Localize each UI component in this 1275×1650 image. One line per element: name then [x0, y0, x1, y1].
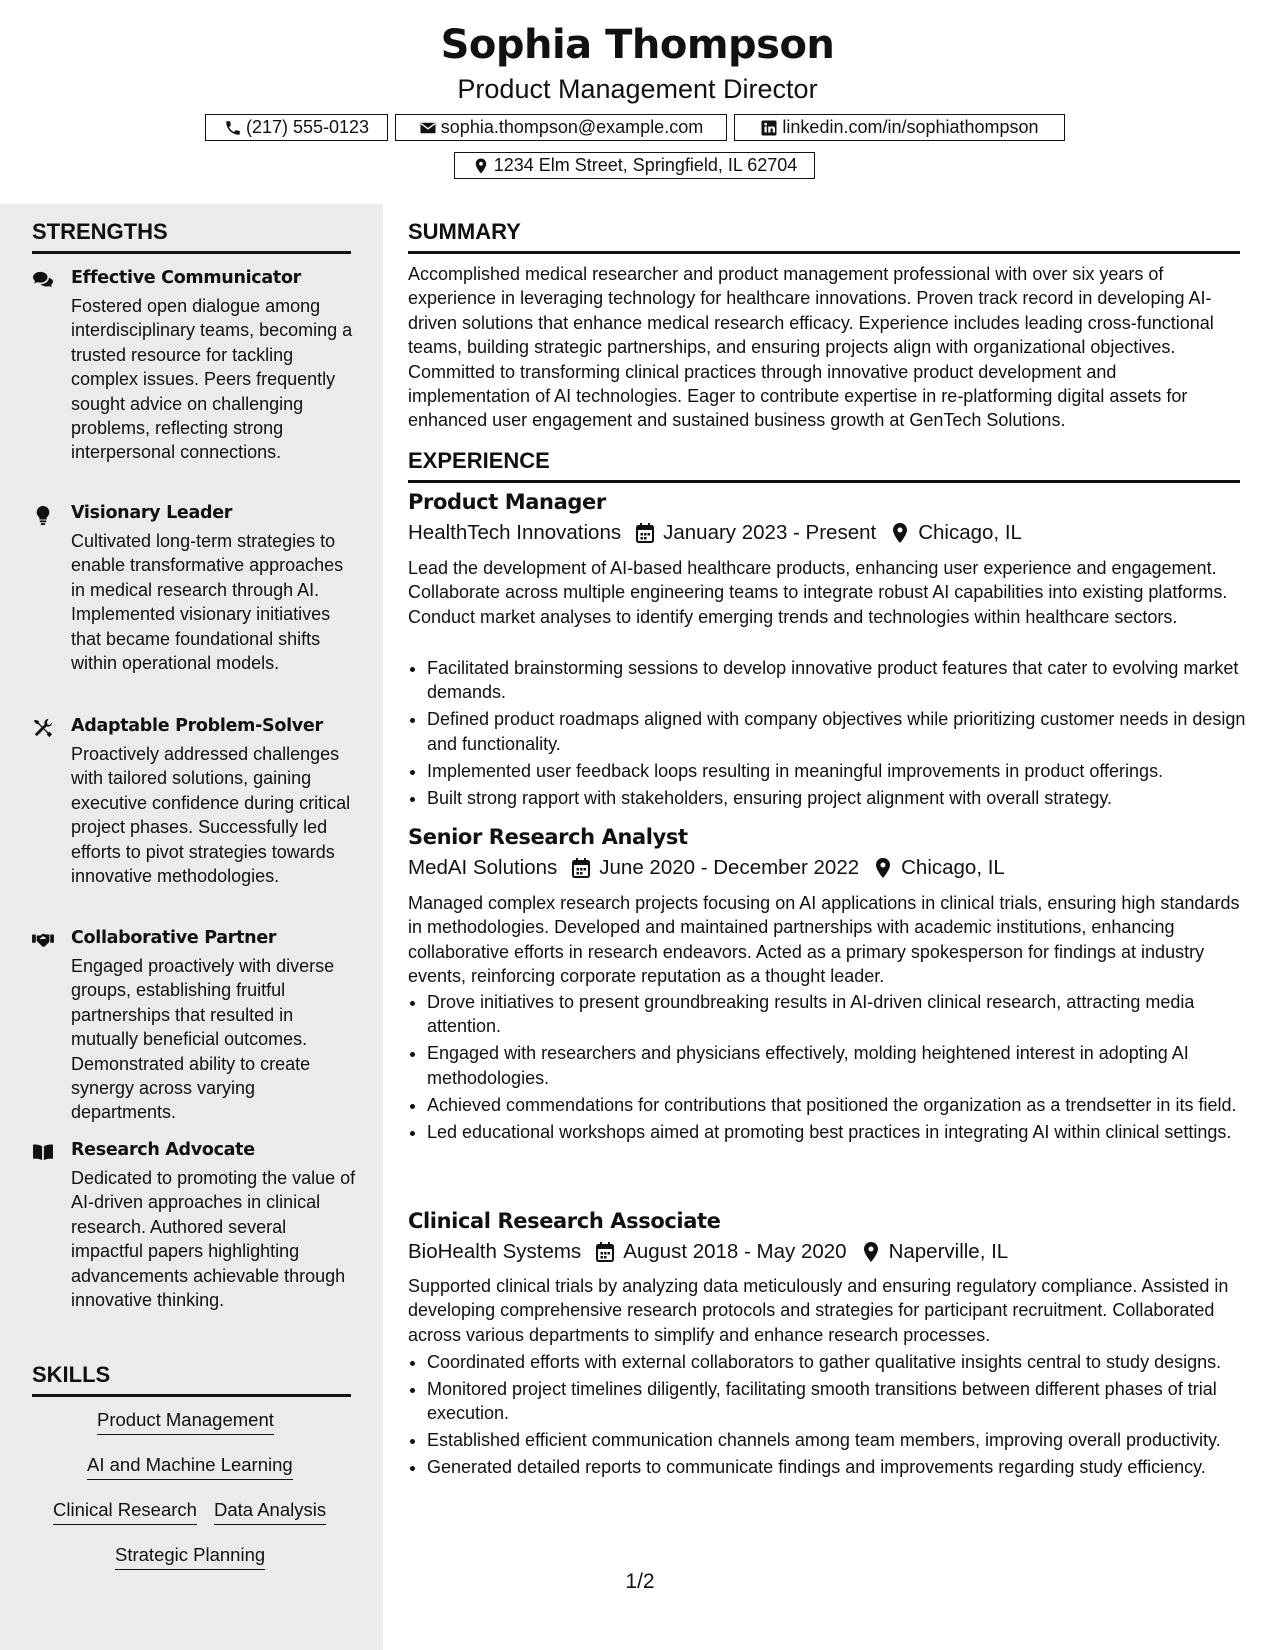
skills-heading: SKILLS [32, 1362, 351, 1397]
skill-tag: AI and Machine Learning [87, 1454, 293, 1480]
bullet-item: • Established efficient communication channels among team members, improving overall productivity. [427, 1428, 1259, 1452]
phone-contact[interactable] [205, 114, 388, 141]
job-meta [408, 856, 1005, 880]
job-dates: June 2020 - December 2022 [599, 856, 860, 879]
skill-tag: Clinical Research [53, 1499, 197, 1525]
bullet-item: • Built strong rapport with stakeholders, ensuring project alignment with overall strategy. [427, 786, 1259, 810]
job-bullets [408, 990, 1259, 1147]
bullet-item: • Generated detailed reports to communicate findings and improvements regarding study efficiency. [427, 1455, 1259, 1479]
job-location: Chicago, IL [918, 521, 1022, 544]
strength-item [32, 716, 352, 896]
handshake-icon [32, 930, 54, 950]
linkedin-text: linkedin.com/in/sophiathompson [782, 117, 1039, 137]
strength-description: Engaged proactively with diverse groups, establishing fruitful partnerships that resulted in mutually beneficial outcomes. Demonstrated ability to create synergy across varying departments. [71, 956, 335, 1123]
strength-description: Proactively addressed challenges with tailored solutions, gaining executive confidence during critical project phases. Successfully led efforts to pivot strategies towards innovative methodologies. [71, 744, 351, 887]
candidate-name: Sophia Thompson [440, 22, 835, 68]
job-title: Clinical Research Associate [408, 1209, 721, 1233]
linkedin-contact[interactable] [734, 114, 1065, 141]
job-meta [408, 521, 1022, 545]
job-description: Managed complex research projects focusing on AI applications in clinical trials, ensuring high standards in methodologies. Developed and maintained partnerships with academic institutions, enhancing collaborative efforts in research endeavors. Acted as a primary spokesperson for findings at industry events, reinforcing corporate reputation as a thought leader. [408, 893, 1240, 987]
envelope-icon [419, 119, 437, 137]
skill-tag: Strategic Planning [115, 1544, 265, 1570]
strength-title: Visionary Leader [71, 503, 233, 523]
bullet-item: • Achieved commendations for contributions that positioned the organization as a trendsetter in its field. [427, 1093, 1259, 1117]
strength-title: Collaborative Partner [71, 928, 277, 948]
email-contact[interactable] [395, 114, 727, 141]
tools-icon [32, 718, 54, 738]
bullet-item: • Defined product roadmaps aligned with company objectives while prioritizing customer needs in design and functionality. [427, 707, 1259, 756]
map-marker-icon [861, 1241, 881, 1263]
summary-text: Accomplished medical researcher and product management professional with over six years of experience in leveraging technology for healthcare innovations. Proven track record in developing AI-driven solutions that enhance medical research efficacy. Experience includes leading cross-functional teams, building strategic partnerships, and ensuring projects align with organizational objectives. Committed to transforming clinical practices through innovative product development and implementation of AI technologies. Eager to contribute expertise in re-platforming digital assets for enhanced user engagement and sustained business growth at GenTech Solutions. [408, 264, 1214, 431]
job-title: Product Manager [408, 490, 606, 514]
bullet-item: • Implemented user feedback loops resulting in meaningful improvements in product offerings. [427, 759, 1259, 783]
bullet-item: • Engaged with researchers and physicians effectively, molding heightened interest in adopting AI methodologies. [427, 1041, 1259, 1090]
calendar-icon [571, 857, 591, 879]
lightbulb-icon [32, 505, 54, 525]
job-dates: August 2018 - May 2020 [623, 1240, 847, 1263]
bullet-item: • Led educational workshops aimed at promoting best practices in integrating AI within clinical settings. [427, 1120, 1259, 1144]
job-dates: January 2023 - Present [663, 521, 877, 544]
email-text: sophia.thompson@example.com [440, 117, 704, 137]
job-title: Senior Research Analyst [408, 825, 688, 849]
summary-heading: SUMMARY [408, 219, 1240, 254]
strength-title: Effective Communicator [71, 268, 302, 288]
experience-heading: EXPERIENCE [408, 448, 1240, 483]
calendar-icon [595, 1241, 615, 1263]
job-location: Naperville, IL [888, 1240, 1009, 1263]
job-description: Lead the development of AI-based healthcare products, enhancing user experience and engagement. Collaborate across multiple engineering teams to integrate robust AI capabilities into existing platforms. Conduct market analyses to identify emerging trends and technologies within healthcare sectors. [408, 558, 1228, 627]
book-icon [32, 1142, 54, 1162]
phone-text: (217) 555-0123 [245, 117, 370, 137]
strength-description: Cultivated long-term strategies to enable transformative approaches in medical research through AI. Implemented visionary initiatives that became foundational shifts within operational models. [71, 531, 344, 674]
strength-description: Fostered open dialogue among interdisciplinary teams, becoming a trusted resource for tackling complex issues. Peers frequently sought advice on challenging problems, reflecting strong interpersonal connections. [71, 296, 353, 463]
strength-title: Adaptable Problem-Solver [71, 716, 323, 736]
strength-item [32, 1140, 356, 1320]
job-bullets [408, 656, 1259, 813]
linkedin-icon [760, 119, 778, 137]
map-marker-icon [890, 522, 910, 544]
bullet-item: • Drove initiatives to present groundbreaking results in AI-driven clinical research, attracting media attention. [427, 990, 1259, 1039]
strength-title: Research Advocate [71, 1140, 255, 1160]
job-company: BioHealth Systems [408, 1240, 582, 1263]
phone-icon [224, 119, 242, 137]
candidate-title: Product Management Director [457, 74, 818, 104]
page-number: 1/2 [625, 1570, 655, 1593]
job-location: Chicago, IL [901, 856, 1005, 879]
strength-item [32, 928, 352, 1123]
job-description: Supported clinical trials by analyzing data meticulously and ensuring regulatory compliance. Assisted in developing comprehensive research protocols and strategies for participant recruitment. Collaborated across various departments to simplify and enhance research processes. [408, 1276, 1229, 1345]
strength-item [32, 268, 352, 488]
strength-item [32, 503, 352, 683]
calendar-icon [635, 522, 655, 544]
bullet-item: • Coordinated efforts with external collaborators to gather qualitative insights central to study designs. [427, 1350, 1259, 1374]
skill-tag: Data Analysis [214, 1499, 326, 1525]
map-marker-icon [472, 157, 490, 175]
bullet-item: • Facilitated brainstorming sessions to develop innovative product features that cater to evolving market demands. [427, 656, 1259, 705]
job-company: MedAI Solutions [408, 856, 558, 879]
skill-tag: Product Management [97, 1409, 274, 1435]
address-contact[interactable] [454, 152, 815, 179]
job-bullets [408, 1350, 1259, 1482]
strength-description: Dedicated to promoting the value of AI-driven approaches in clinical research. Authored several impactful papers highlighting advancements achievable through innovative thinking. [71, 1168, 356, 1311]
comments-icon [32, 270, 54, 290]
address-text: 1234 Elm Street, Springfield, IL 62704 [493, 155, 798, 175]
map-marker-icon [873, 857, 893, 879]
job-company: HealthTech Innovations [408, 521, 622, 544]
bullet-item: • Monitored project timelines diligently, facilitating smooth transitions between different phases of trial execution. [427, 1377, 1259, 1426]
strengths-heading: STRENGTHS [32, 219, 351, 254]
job-meta [408, 1240, 1008, 1264]
